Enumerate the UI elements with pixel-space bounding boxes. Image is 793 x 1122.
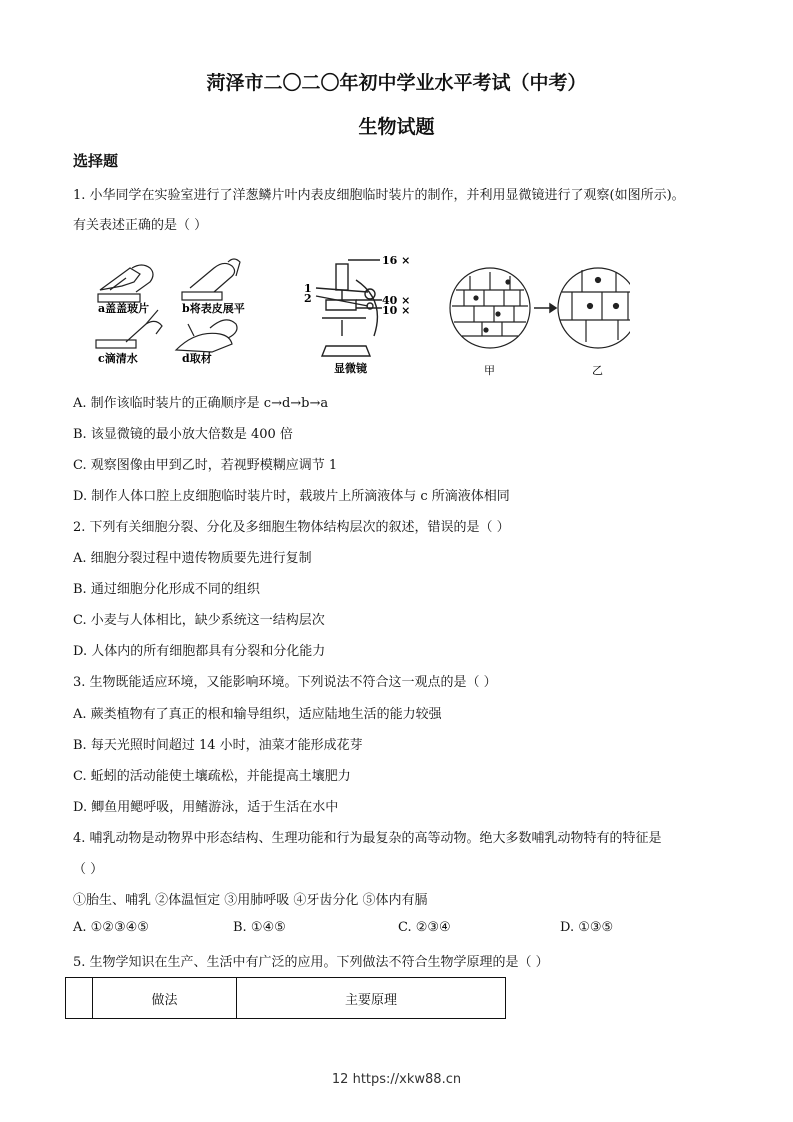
q2-option-c: C. 小麦与人体相比，缺少系统这一结构层次 — [73, 613, 325, 628]
q1-stem-line2: 有关表述正确的是（ ） — [73, 218, 208, 233]
q4-options — [73, 920, 673, 938]
q4-option-d: D. ①③⑤ — [560, 920, 614, 935]
step-a-label: a盖盖玻片 — [98, 302, 150, 315]
q4-option-b: B. ①④⑤ — [233, 920, 286, 935]
table-header-cell: 主要原理 — [237, 978, 506, 1019]
knob-2-label: 2 — [304, 292, 312, 305]
step-a-illustration — [98, 265, 153, 302]
step-b-label: b将表皮展平 — [182, 302, 245, 315]
table-header-cell — [66, 978, 93, 1019]
cell-yi-label: 乙 — [592, 364, 603, 377]
step-b-illustration — [182, 259, 240, 300]
q2-option-d: D. 人体内的所有细胞都具有分裂和分化能力 — [73, 644, 326, 659]
q2-stem: 2. 下列有关细胞分裂、分化及多细胞生物体结构层次的叙述，错误的是（ ） — [73, 520, 510, 535]
q1-figure — [90, 250, 630, 380]
table-header-cell: 做法 — [93, 978, 237, 1019]
knob-1-label: 1 — [304, 282, 312, 295]
q5-stem: 5. 生物学知识在生产、生活中有广泛的应用。下列做法不符合生物学原理的是（ ） — [73, 955, 549, 970]
section-heading: 选择题 — [73, 152, 119, 170]
q3-option-b: B. 每天光照时间超过 14 小时，油菜才能形成花芽 — [73, 738, 363, 753]
q1-stem-line1: 1. 小华同学在实验室进行了洋葱鳞片叶内表皮细胞临时装片的制作，并利用显微镜进行了观察(如图所示)。 — [73, 188, 685, 203]
microscope-label: 显微镜 — [334, 362, 367, 375]
q3-option-d: D. 鲫鱼用鳃呼吸，用鳍游泳，适于生活在水中 — [73, 800, 339, 815]
q5-table — [65, 977, 506, 1019]
q1-option-b: B. 该显微镜的最小放大倍数是 400 倍 — [73, 427, 293, 442]
step-c-illustration — [96, 310, 162, 348]
q4-stem: 4. 哺乳动物是动物界中形态结构、生理功能和行为最复杂的高等动物。绝大多数哺乳动物特有的特征是 — [73, 831, 662, 846]
page-subtitle: 生物试题 — [358, 116, 435, 138]
mag-10-label: 10 × — [382, 304, 411, 317]
step-c-label: c滴清水 — [98, 352, 138, 365]
table-row — [66, 978, 506, 1019]
q4-items: ①胎生、哺乳 ②体温恒定 ③用肺呼吸 ④牙齿分化 ⑤体内有膈 — [73, 893, 428, 908]
mag-16-label: 16 × — [382, 254, 411, 267]
q4-option-a: A. ①②③④⑤ — [73, 920, 149, 935]
cell-view-jia — [450, 268, 530, 348]
q3-option-c: C. 蚯蚓的活动能使土壤疏松，并能提高土壤肥力 — [73, 769, 351, 784]
arrow-icon — [534, 304, 556, 312]
step-d-illustration — [176, 320, 237, 352]
cell-jia-label: 甲 — [484, 364, 495, 377]
page-title: 菏泽市二〇二〇年初中学业水平考试（中考） — [206, 72, 587, 94]
q2-option-a: A. 细胞分裂过程中遗传物质要先进行复制 — [73, 551, 312, 566]
q4-paren: （ ） — [73, 862, 104, 877]
cell-view-yi — [558, 268, 630, 348]
q3-stem: 3. 生物既能适应环境，又能影响环境。下列说法不符合这一观点的是（ ） — [73, 675, 497, 690]
q1-option-a: A. 制作该临时装片的正确顺序是 c→d→b→a — [73, 396, 329, 411]
q4-option-c: C. ②③④ — [398, 920, 451, 935]
microscope-illustration — [316, 260, 382, 356]
q1-option-d: D. 制作人体口腔上皮细胞临时装片时，载玻片上所滴液体与 c 所滴液体相同 — [73, 489, 510, 504]
step-d-label: d取材 — [182, 352, 212, 365]
q1-option-c: C. 观察图像由甲到乙时，若视野模糊应调节 1 — [73, 458, 338, 473]
page-footer: 12 https://xkw88.cn — [331, 1072, 462, 1087]
mag-40-label: 40 × — [382, 294, 411, 307]
q3-option-a: A. 蕨类植物有了真正的根和输导组织，适应陆地生活的能力较强 — [73, 707, 442, 722]
q2-option-b: B. 通过细胞分化形成不同的组织 — [73, 582, 260, 597]
